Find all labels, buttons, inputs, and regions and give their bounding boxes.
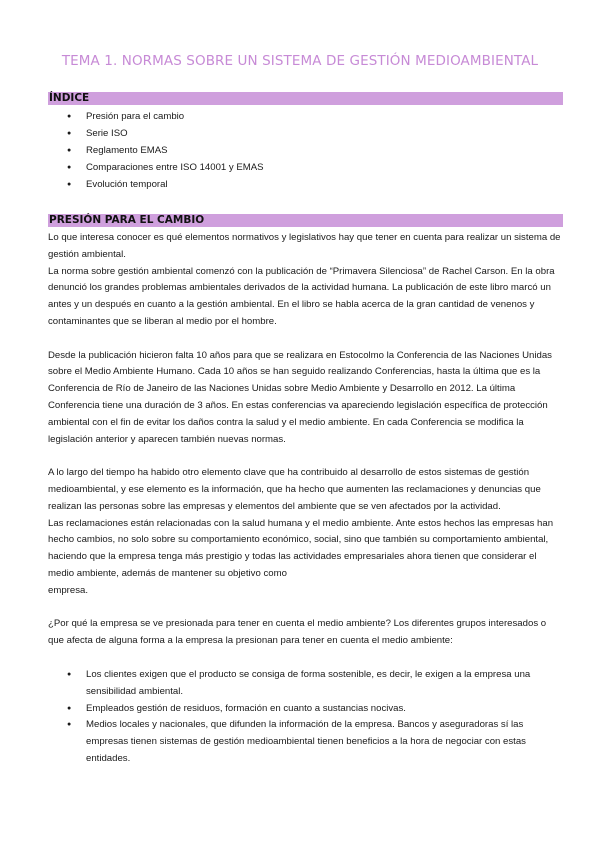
pressure-groups-list xyxy=(48,667,568,768)
paragraph: Las reclamaciones están relacionadas con la salud humana y el medio ambiente. Ante estos hechos las empresas han hecho cambios, no solo sobre su comportamiento económico, social, sino que también su comportamiento ambiental, haciendo que la empresa tenga más prestigio y todas las actividades empresariales ahora tienen que considerar el medio ambiente, además de mantener su objetivo como xyxy=(48,517,554,579)
section-body xyxy=(48,230,563,650)
paragraph: Lo que interesa conocer es qué elementos normativos y legislativos hay que tener en cuenta para realizar un sistema de gestión ambiental. xyxy=(48,232,561,260)
paragraph: Desde la publicación hicieron falta 10 años para que se realizara en Estocolmo la Conferencia de las Naciones Unidas sobre el Medio Ambiente Humano. Cada 10 años se han seguido realizando Conferencias, hasta la última que es la Conferencia de Río de Janeiro de las Naciones Unidas sobre Medio Ambiente y Desarrollo en 2012. La última Conferencia tiene una duración de 3 años. En estas conferencias va apareciendo legislación específica de protección ambiental con el fin de evitar los daños contra la salud y el medio ambiente. En cada Conferencia se modifica la legislación anterior y aparecen también nuevas normas. xyxy=(48,349,552,445)
document-title: TEMA 1. NORMAS SOBRE UN SISTEMA DE GESTIÓN MEDIOAMBIENTAL xyxy=(61,53,539,69)
list-item: ● Los clientes exigen que el producto se consiga de forma sostenible, es decir, le exigen a la empresa una sensibilidad ambiental. xyxy=(48,667,568,701)
paragraph: A lo largo del tiempo ha habido otro elemento clave que ha contribuido al desarrollo de estos sistemas de gestión medioambiental, y ese elemento es la información, que ha hecho que aumenten las reclamaciones y denuncias que realizan las personas sobre las empresas y elementos del ambiente que se ven afectados por la actividad. xyxy=(48,467,541,512)
index-item: ● Reglamento EMAS xyxy=(48,142,568,159)
index-heading: ÍNDICE xyxy=(48,92,563,105)
index-item: ● Comparaciones entre ISO 14001 y EMAS xyxy=(48,159,568,176)
index-item: ● Serie ISO xyxy=(48,125,568,142)
index-list xyxy=(48,108,568,193)
index-item: ● Presión para el cambio xyxy=(48,108,568,125)
list-item: ● Empleados gestión de residuos, formación en cuanto a sustancias nocivas. xyxy=(48,701,568,718)
index-item: ● Evolución temporal xyxy=(48,176,568,193)
paragraph: La norma sobre gestión ambiental comenzó con la publicación de “Primavera Silenciosa” de Rachel Carson. En la obra denunció los grandes problemas ambientales derivados de la actividad humana. La publicación de este libro marcó un antes y un después en cuanto a la gestión ambiental. En el libro se habla acerca de la gran cantidad de venenos y contaminantes que se liberan al medio por el hombre. xyxy=(48,265,555,327)
paragraph: ¿Por qué la empresa se ve presionada para tener en cuenta el medio ambiente? Los diferentes grupos interesados o que afecta de alguna forma a la empresa la presionan para tener en cuenta el medio ambiente: xyxy=(48,618,547,647)
paragraph: empresa. xyxy=(48,584,88,596)
list-item: ● Medios locales y nacionales, que difunden la información de la empresa. Bancos y aseguradoras sí las empresas tienen sistemas de gestión medioambiental tienen beneficios a la hora de negociar con estas entidades. xyxy=(48,717,568,767)
section-heading-presion: PRESIÓN PARA EL CAMBIO xyxy=(48,214,563,227)
